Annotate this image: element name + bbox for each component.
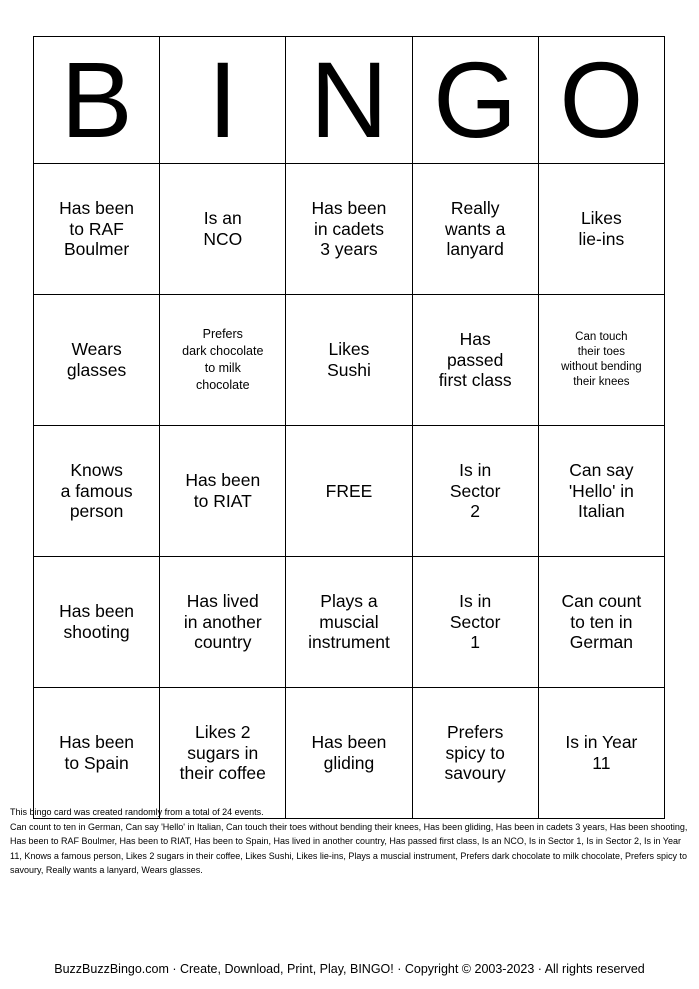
bingo-row — [34, 164, 665, 295]
cell-text: Can say 'Hello' in Italian — [568, 460, 634, 522]
bingo-cell — [412, 557, 538, 688]
cell-text: Likes lie-ins — [578, 208, 625, 249]
cell-text: Has been in cadets 3 years — [311, 198, 387, 260]
bingo-cell — [412, 295, 538, 426]
bingo-cell — [412, 426, 538, 557]
bingo-cell — [160, 295, 286, 426]
header-letter-n: N — [286, 37, 412, 164]
cell-text: Plays a muscial instrument — [308, 591, 390, 653]
bingo-cell — [538, 295, 664, 426]
cell-text: Has been gliding — [311, 732, 387, 773]
cell-text: Is in Sector 1 — [449, 591, 501, 653]
bingo-cell — [412, 688, 538, 819]
bingo-cell — [34, 295, 160, 426]
bingo-cell — [286, 557, 412, 688]
bingo-row — [34, 426, 665, 557]
bingo-cell — [34, 688, 160, 819]
cell-text: Is in Sector 2 — [449, 460, 501, 522]
cell-text: Can count to ten in German — [561, 591, 642, 653]
bingo-header-row — [34, 37, 665, 164]
header-letter-o: O — [538, 37, 664, 164]
bingo-cell — [34, 426, 160, 557]
bingo-card — [33, 36, 665, 819]
cell-text: Likes Sushi — [327, 339, 371, 380]
bingo-cell — [538, 426, 664, 557]
bingo-row — [34, 295, 665, 426]
cell-text: FREE — [325, 480, 373, 501]
cell-text: Has been to Spain — [59, 732, 135, 773]
site-footer: BuzzBuzzBingo.com · Create, Download, Print, Play, BINGO! · Copyright © 2003-2023 · All rights reserved — [54, 962, 645, 976]
cell-text: Is an NCO — [203, 208, 243, 249]
bingo-cell — [538, 557, 664, 688]
cell-text: Knows a famous person — [60, 460, 133, 522]
cell-text: Has been shooting — [59, 601, 135, 642]
bingo-cell — [34, 164, 160, 295]
bingo-cell — [538, 688, 664, 819]
cell-text: Has been to RAF Boulmer — [59, 198, 135, 260]
cell-text: Really wants a lanyard — [445, 198, 506, 260]
cell-text: Has lived in another country — [183, 591, 262, 653]
header-letter-i: I — [160, 37, 286, 164]
card-info-summary: This bingo card was created randomly from a total of 24 events. — [10, 807, 264, 817]
header-letter-g: G — [412, 37, 538, 164]
bingo-cell — [160, 688, 286, 819]
bingo-cell — [160, 426, 286, 557]
bingo-row — [34, 688, 665, 819]
bingo-cell — [160, 164, 286, 295]
bingo-cell — [286, 295, 412, 426]
bingo-cell — [286, 688, 412, 819]
bingo-row — [34, 557, 665, 688]
cell-text: Has been to RIAT — [185, 470, 261, 511]
cell-text: Has passed first class — [438, 329, 512, 391]
bingo-cell — [34, 557, 160, 688]
cell-text: Prefers dark chocolate to milk chocolate — [182, 327, 264, 392]
cell-text: Likes 2 sugars in their coffee — [179, 722, 266, 784]
card-info-event-list: Can count to ten in German, Can say 'Hello' in Italian, Can touch their toes without bending their knees, Has been gliding, Has been in cadets 3 years, Has been shooting, Has been to RAF Boulmer, Has been to RIAT, Has been to Spain, Has lived in another country, Has passed first class, Is an NCO, Is in Sector 1, Is in Sector 2, Is in Year 11, Knows a famous person, Likes 2 sugars in their coffee, Likes Sushi, Likes lie-ins, Plays a muscial instrument, Prefers dark chocolate to milk chocolate, Prefers spicy to savoury, Really wants a lanyard, Wears glasses. — [10, 821, 688, 875]
header-letter-b: B — [34, 37, 160, 164]
bingo-free-cell — [286, 426, 412, 557]
card-info — [10, 805, 690, 878]
cell-text: Is in Year 11 — [565, 732, 638, 773]
cell-text: Wears glasses — [66, 339, 127, 380]
cell-text: Can touch their toes without bending their knees — [561, 331, 642, 388]
bingo-cell — [538, 164, 664, 295]
bingo-cell — [160, 557, 286, 688]
bingo-cell — [412, 164, 538, 295]
bingo-cell — [286, 164, 412, 295]
cell-text: Prefers spicy to savoury — [444, 722, 506, 784]
